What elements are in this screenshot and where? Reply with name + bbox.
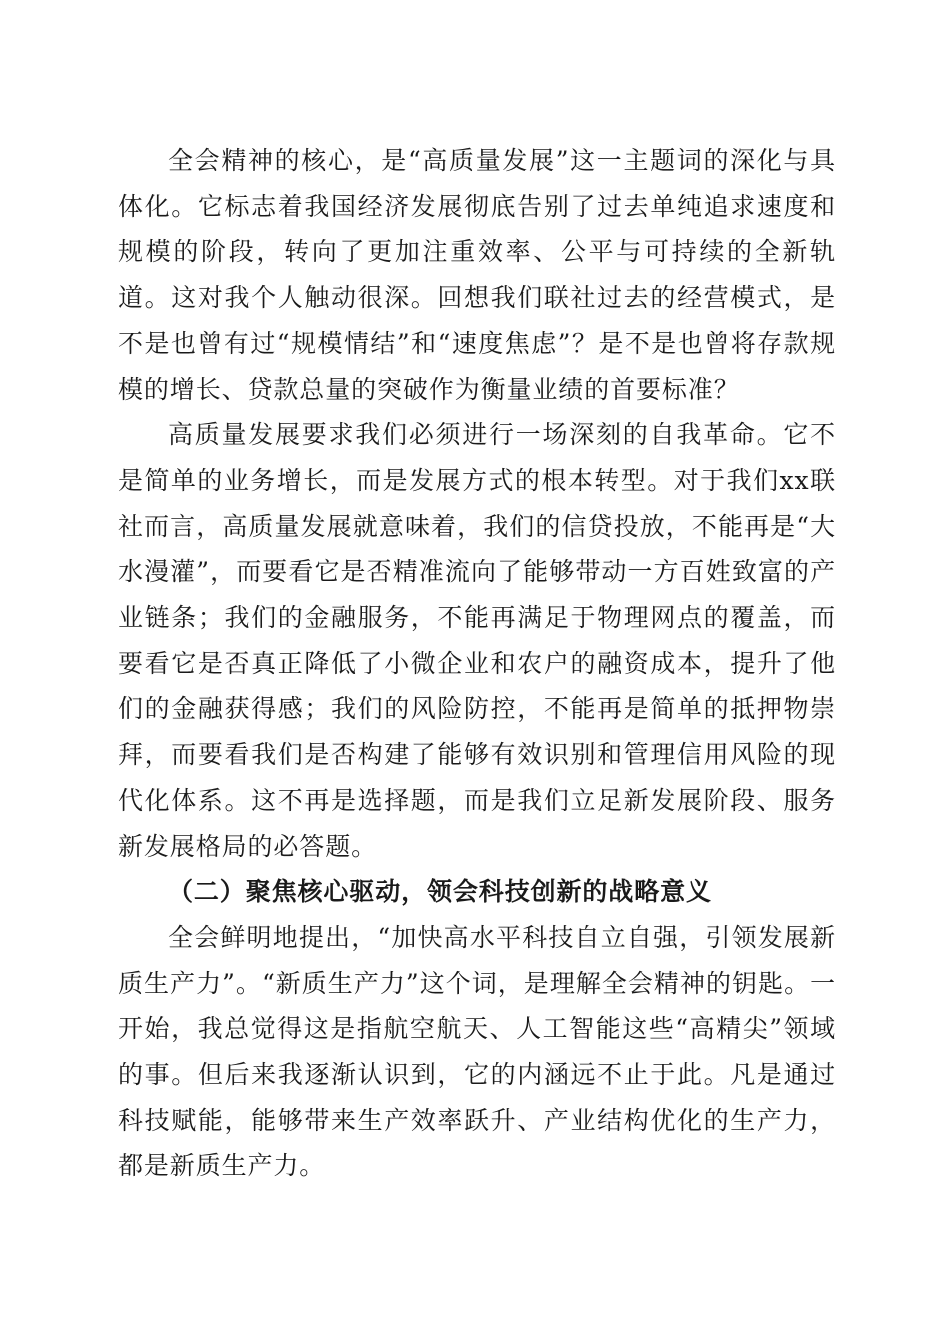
- document-body: [118, 138, 836, 1189]
- paragraph-self-revolution: 高质量发展要求我们必须进行一场深刻的自我革命。它不是简单的业务增长，而是发展方式的根本转型。对于我们xx联社而言，高质量发展就意味着，我们的信贷投放，不能再是“大水漫灌”，而要看它是否精准流向了能够带动一方百姓致富的产业链条；我们的金融服务，不能再满足于物理网点的覆盖，而要看它是否真正降低了小微企业和农户的融资成本，提升了他们的金融获得感；我们的风险防控，不能再是简单的抵押物崇拜，而要看我们是否构建了能够有效识别和管理信用风险的现代化体系。这不再是选择题，而是我们立足新发展阶段、服务新发展格局的必答题。: [118, 420, 836, 861]
- paragraph-new-productivity: 全会鲜明地提出，“加快高水平科技自立自强，引领发展新质生产力”。“新质生产力”这个词，是理解全会精神的钥匙。一开始，我总觉得这是指航空航天、人工智能这些“高精尖”领域的事。但后来我逐渐认识到，它的内涵远不止于此。凡是通过科技赋能，能够带来生产效率跃升、产业结构优化的生产力，都是新质生产力。: [118, 922, 836, 1181]
- paragraph-high-quality-core: 全会精神的核心，是“高质量发展”这一主题词的深化与具体化。它标志着我国经济发展彻底告别了过去单纯追求速度和规模的阶段，转向了更加注重效率、公平与可持续的全新轨道。这对我个人触动很深。回想我们联社过去的经营模式，是不是也曾有过“规模情结”和“速度焦虑”？是不是也曾将存款规模的增长、贷款总量的突破作为衡量业绩的首要标准？: [118, 146, 836, 404]
- section-heading: （二）聚焦核心驱动，领会科技创新的战略意义: [168, 877, 712, 907]
